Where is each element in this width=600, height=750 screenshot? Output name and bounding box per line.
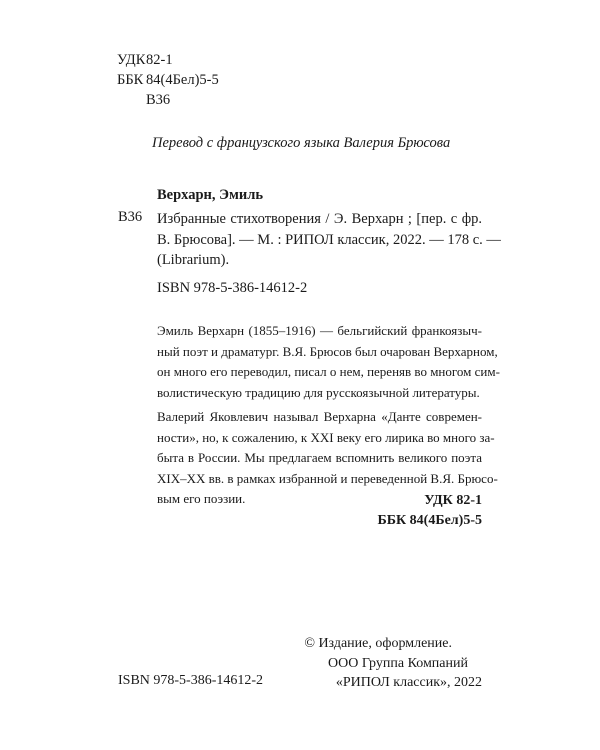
udk-row bbox=[117, 50, 219, 70]
bbk-value: 84(4Бел)5-5 bbox=[146, 72, 219, 88]
annotation-line: быта в России. Мы предлагаем вспомнить великого поэта bbox=[157, 450, 482, 465]
udk-value: 82-1 bbox=[146, 52, 173, 68]
udk-label: УДК bbox=[117, 52, 146, 68]
classification-codes-right bbox=[378, 491, 482, 531]
isbn-entry: ISBN 978-5-386-14612-2 bbox=[157, 280, 308, 296]
copyright-notice bbox=[304, 634, 482, 693]
description-line: (Librarium). bbox=[157, 252, 230, 268]
annotation-line: ности», но, к сожалению, к XXI веку его лирика во много за- bbox=[157, 429, 495, 445]
copyright-line: ООО Группа Компаний bbox=[328, 655, 468, 671]
annotation-line: XIX–XX вв. в рамках избранной и переведенной В.Я. Брюсо- bbox=[157, 470, 498, 486]
annotation bbox=[157, 321, 500, 510]
author-sign-entry: В36 bbox=[118, 209, 143, 225]
annotation-line: волистическую традицию для русскоязычной литературы. bbox=[157, 384, 480, 400]
bbk-right: ББК 84(4Бел)5-5 bbox=[377, 513, 482, 528]
description-line: Избранные стихотворения / Э. Верхарн ; [пер. с фр. bbox=[157, 211, 482, 227]
annotation-paragraph-1 bbox=[157, 321, 500, 403]
annotation-line: ный поэт и драматург. В.Я. Брюсов был очарован Верхарном, bbox=[157, 343, 498, 359]
annotation-line: Эмиль Верхарн (1855–1916) — бельгийский франкоязыч- bbox=[157, 323, 482, 338]
bibliographic-description bbox=[157, 209, 501, 271]
copyright-line: «РИПОЛ классик», 2022 bbox=[335, 675, 482, 690]
annotation-line: вым его поэзии. bbox=[157, 491, 246, 506]
translator-note: Перевод с французского языка Валерия Брюсова bbox=[152, 135, 451, 151]
description-line: В. Брюсова]. — М. : РИПОЛ классик, 2022. — 178 с. — bbox=[157, 231, 501, 248]
copyright-line: © Издание, оформление. bbox=[304, 636, 452, 651]
annotation-line: он много его переводил, писал о нем, переняв во многом сим- bbox=[157, 364, 500, 379]
isbn-bottom: ISBN 978-5-386-14612-2 bbox=[118, 673, 264, 688]
author-sign-top: В36 bbox=[146, 92, 171, 108]
bbk-row bbox=[117, 70, 219, 90]
classification-codes bbox=[117, 50, 219, 110]
annotation-line: Валерий Яковлевич называл Верхарна «Данте современ- bbox=[157, 409, 482, 424]
author-heading: Верхарн, Эмиль bbox=[157, 187, 264, 203]
udk-right: УДК 82-1 bbox=[424, 493, 482, 508]
bbk-label: ББК bbox=[117, 72, 144, 88]
